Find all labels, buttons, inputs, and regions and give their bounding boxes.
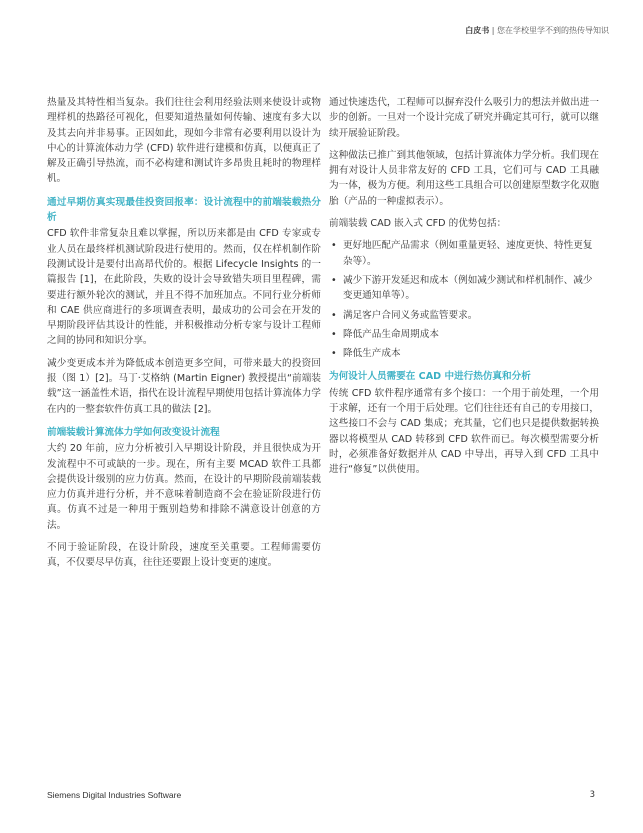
bullet-icon: • — [331, 328, 337, 340]
body-paragraph: 大约 20 年前，应力分析被引入早期设计阶段，并且很快成为开发流程中不可或缺的一步。现在，所有主要 MCAD 软件工具都会提供设计级别的应力仿真。然而，在设计的早期阶段前端装载应力仿真并进行分析，并不意味着制造商不会在验证阶段进行仿真。仿真不过是一种用于甄别趋势和排除不满意设计创意的方法。 — [47, 443, 321, 531]
section-heading: 通过早期仿真实现最佳投资回报率：设计流程中的前端装载热分析 — [47, 196, 321, 224]
body-paragraph: 热量及其特性相当复杂。我们往往会利用经验法则来使设计或物理样机的热路径可视化，但要知道热量如何传输、速度有多大以及其去向并非易事。正因如此，现如今非常有必要利用以设计为中心的计算流体动力学 (CFD) 软件进行建模和仿真，以便真正了解及正确引导热流，而不必构建和测试许多昂贵且耗时的物理样机。 — [47, 97, 321, 185]
list-item — [329, 308, 599, 323]
list-item-text: 降低生产成本 — [343, 348, 401, 360]
header-brand: 白皮书 — [465, 26, 490, 35]
list-item-text: 降低产品生命周期成本 — [343, 328, 439, 340]
list-item-text: 满足客户合同义务或监管要求。 — [343, 309, 478, 321]
list-item — [329, 327, 599, 342]
body-paragraph: 不同于验证阶段，在设计阶段，速度至关重要。工程师需要仿真，不仅要尽早仿真，往往还要跟上设计变更的速度。 — [47, 542, 321, 569]
bullet-icon: • — [331, 274, 337, 286]
left-column — [47, 95, 321, 578]
list-item — [329, 238, 599, 269]
footer-company: Siemens Digital Industries Software — [47, 790, 182, 800]
body-paragraph: 减少变更成本并为降低成本创造更多空间，可带来最大的投资回报（图 1）[2]。马丁·艾格纳 (Martin Eigner) 教授提出“前端装载”这一涵盖性术语，指代在设计流程早期使用包括计算流体力学在内的一整套软件仿真工具的做法 [2]。 — [47, 357, 321, 415]
page-header — [465, 25, 609, 36]
header-title: 您在学校里学不到的热传导知识 — [497, 26, 609, 35]
list-item — [329, 346, 599, 361]
bullet-icon: • — [331, 309, 337, 321]
right-column — [329, 95, 599, 485]
header-separator: | — [491, 26, 495, 35]
benefits-list — [329, 238, 599, 361]
body-paragraph: 这种做法已推广到其他领域，包括计算流体力学分析。我们现在拥有对设计人员非常友好的 CFD 工具，它们可与 CAD 工具融为一体，极为方便。利用这些工具组合可以创建原型数字化双胞胎（产品的一种虚拟表示）。 — [329, 149, 599, 207]
list-item — [329, 273, 599, 304]
body-paragraph: 传统 CFD 软件程序通常有多个接口：一个用于前处理，一个用于求解，还有一个用于后处理。它们往往还有自己的专用接口，这些接口不会与 CAD 集成；充其量，它们也只是提供数据转换器以将模型从 CAD 转移到 CFD 软件而已。每次模型需要分析时，必须准备好数据并从 CAD 中导出，再导入到 CFD 工具中进行“修复”以供使用。 — [329, 387, 599, 476]
section-heading: 为何设计人员需要在 CAD 中进行热仿真和分析 — [329, 371, 531, 383]
bullet-icon: • — [331, 240, 337, 252]
page-number: 3 — [589, 790, 595, 800]
body-paragraph: 前端装载 CAD 嵌入式 CFD 的优势包括： — [329, 218, 507, 230]
body-paragraph: 通过快速迭代，工程师可以摒弃没什么吸引力的想法并做出进一步的创新。一旦对一个设计完成了研究并确定其可行，就可以继续开展验证阶段。 — [329, 97, 599, 139]
section-heading: 前端装载计算流体力学如何改变设计流程 — [47, 426, 220, 438]
list-item-text: 减少下游开发延迟和成本（例如减少测试和样机制作、减少变更通知单等）。 — [343, 274, 593, 302]
body-paragraph: CFD 软件非常复杂且难以掌握，所以历来都是由 CFD 专家或专业人员在最终样机测试阶段进行使用的。然而，仅在样机制作阶段测试设计是要付出高昂代价的。根据 Lifecycle Insights 的一篇报告 [1]，在此阶段，失败的设计会导致错失项目里程碑，需要进行额外轮次的测试，并且不得不加班加点。不同行业分析师和 CAE 供应商进行的多项调查表明，最成功的公司会在开发的早期阶段评估其设计的性能，并积极推动分析专家与设计工程师之间的协同和知识分享。 — [47, 228, 321, 347]
list-item-text: 更好地匹配产品需求（例如重量更轻、速度更快、特性更复杂等）。 — [343, 240, 593, 267]
bullet-icon: • — [331, 348, 337, 360]
